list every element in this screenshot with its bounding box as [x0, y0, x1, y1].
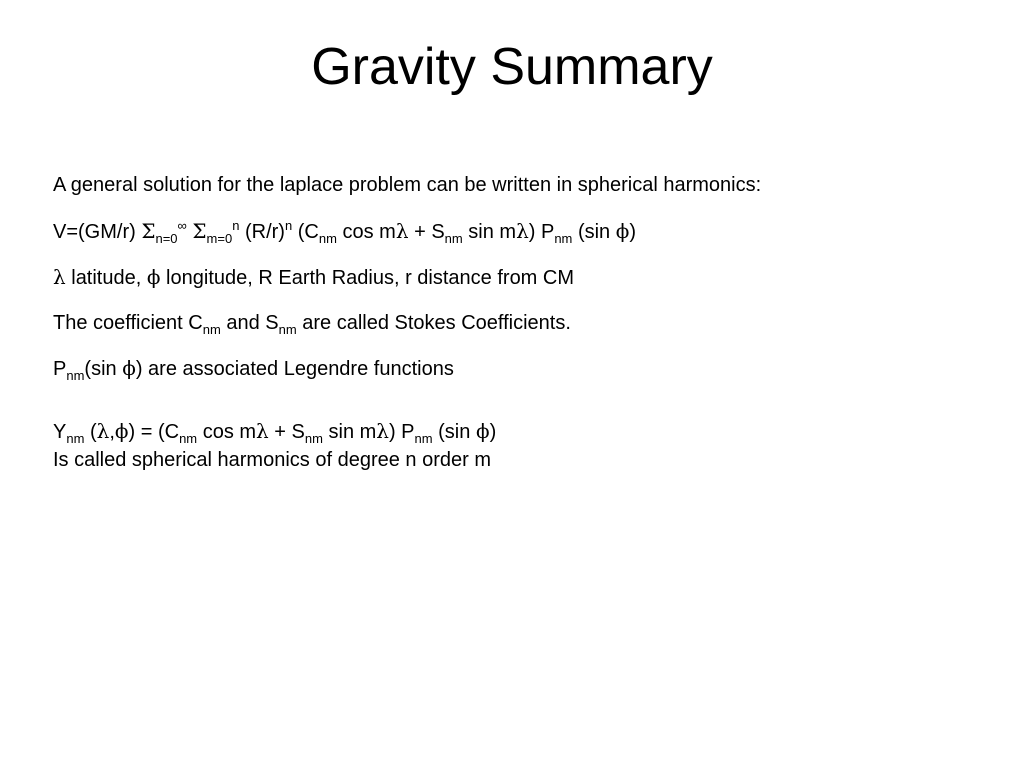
subscript-nm: nm [554, 231, 573, 246]
definitions-text-1: latitude, [65, 267, 147, 289]
harmonic-close: ) [489, 421, 497, 443]
harmonic-y: Y [53, 421, 67, 443]
ratio-exponent: n [284, 218, 293, 233]
phi-symbol: ϕ [122, 356, 136, 380]
variable-definitions [53, 262, 574, 293]
sum-limit-infinity: ∞ [177, 218, 187, 233]
harmonic-p: ) P [388, 421, 415, 443]
sum-index-n: n=0 [155, 231, 178, 246]
subscript-nm: nm [304, 431, 323, 446]
formula-p: ) P [528, 221, 555, 243]
harmonic-s: + S [268, 421, 305, 443]
sum-index-m: m=0 [206, 231, 233, 246]
phi-symbol: ϕ [615, 219, 630, 243]
subscript-nm: nm [202, 322, 221, 337]
subscript-nm: nm [444, 231, 463, 246]
potential-formula [53, 216, 636, 247]
subscript-nm: nm [66, 431, 85, 446]
legendre-p: P [53, 358, 67, 380]
lambda-symbol: λ [53, 265, 66, 289]
stokes-text-2: and S [220, 312, 279, 334]
lambda-symbol: λ [96, 419, 110, 443]
stokes-text-3: are called Stokes Coefficients. [296, 312, 571, 334]
subscript-nm: nm [318, 231, 337, 246]
lambda-symbol: λ [395, 219, 409, 243]
lambda-symbol: λ [376, 419, 389, 443]
lambda-symbol: λ [256, 419, 269, 443]
formula-close: ) [629, 221, 637, 243]
lambda-symbol: λ [516, 219, 529, 243]
subscript-nm: nm [66, 368, 85, 383]
stokes-coefficients-text [53, 308, 571, 338]
legendre-text [53, 353, 454, 384]
definitions-text-2: longitude, R Earth Radius, r distance from CM [160, 267, 575, 289]
harmonic-sin: sin m [322, 421, 377, 443]
harmonic-open: ( [84, 421, 97, 443]
radius-ratio: (R/r) [239, 221, 285, 243]
harmonic-comma: , [109, 421, 115, 443]
stokes-text-1: The coefficient C [53, 312, 203, 334]
harmonic-cos: cos m [197, 421, 257, 443]
harmonic-eq: ) = (C [128, 421, 180, 443]
phi-symbol: ϕ [146, 265, 161, 289]
sigma-symbol: Σ [192, 219, 207, 243]
harmonic-sin-open: (sin [432, 421, 476, 443]
formula-sin: sin m [462, 221, 517, 243]
sum-limit-n: n [232, 218, 240, 233]
slide-title: Gravity Summary [311, 38, 713, 96]
harmonic-formula [53, 416, 496, 447]
sigma-symbol: Σ [141, 219, 156, 243]
subscript-nm: nm [414, 431, 433, 446]
intro-text: A general solution for the laplace problem can be written in spherical harmonics: [53, 174, 762, 196]
formula-cos: cos m [336, 221, 396, 243]
phi-symbol: ϕ [114, 419, 129, 443]
subscript-nm: nm [278, 322, 297, 337]
legendre-text-2: ) are associated Legendre functions [135, 358, 454, 380]
subscript-nm: nm [179, 431, 198, 446]
formula-s: + S [408, 221, 445, 243]
formula-sin-open: (sin [572, 221, 616, 243]
formula-c: (C [292, 221, 319, 243]
formula-lead: V=(GM/r) [53, 221, 142, 243]
legendre-sin-open: (sin [84, 358, 123, 380]
phi-symbol: ϕ [475, 419, 490, 443]
harmonic-caption: Is called spherical harmonics of degree n order m [53, 449, 491, 471]
